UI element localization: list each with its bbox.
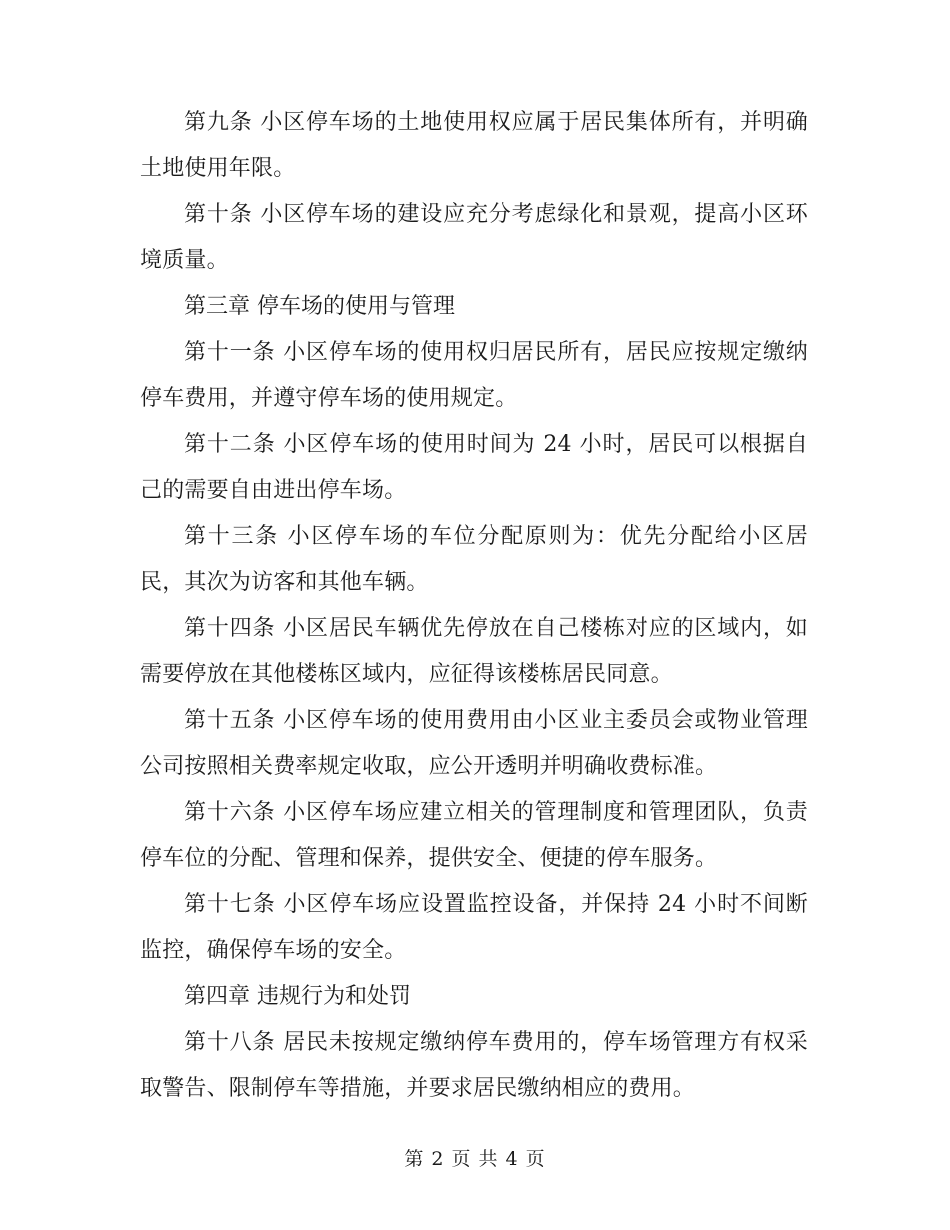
article-16: 第十六条 小区停车场应建立相关的管理制度和管理团队，负责停车位的分配、管理和保养，提供安全、便捷的停车服务。: [140, 800, 808, 871]
article-15: 第十五条 小区停车场的使用费用由小区业主委员会或物业管理公司按照相关费率规定收取，应公开透明并明确收费标准。: [140, 708, 808, 779]
article-13: 第十三条 小区停车场的车位分配原则为：优先分配给小区居民，其次为访客和其他车辆。: [140, 524, 808, 595]
article-10: 第十条 小区停车场的建设应充分考虑绿化和景观，提高小区环境质量。: [140, 202, 808, 273]
chapter-3-heading: 第三章 停车场的使用与管理: [184, 294, 455, 319]
article-9: 第九条 小区停车场的土地使用权应属于居民集体所有，并明确土地使用年限。: [140, 110, 808, 181]
article-18: 第十八条 居民未按规定缴纳停车费用的，停车场管理方有权采取警告、限制停车等措施，并要求居民缴纳相应的费用。: [140, 1030, 808, 1101]
article-14: 第十四条 小区居民车辆优先停放在自己楼栋对应的区域内，如需要停放在其他楼栋区域内，应征得该楼栋居民同意。: [140, 616, 808, 687]
page-number-footer: 第 2 页 共 4 页: [404, 1148, 546, 1170]
article-11: 第十一条 小区停车场的使用权归居民所有，居民应按规定缴纳停车费用，并遵守停车场的使用规定。: [140, 340, 808, 411]
article-17: 第十七条 小区停车场应设置监控设备，并保持 24 小时不间断监控，确保停车场的安全。: [140, 892, 808, 963]
article-12: 第十二条 小区停车场的使用时间为 24 小时，居民可以根据自己的需要自由进出停车场。: [140, 432, 808, 503]
chapter-4-heading: 第四章 违规行为和处罚: [184, 984, 411, 1009]
document-body: [140, 100, 808, 1112]
